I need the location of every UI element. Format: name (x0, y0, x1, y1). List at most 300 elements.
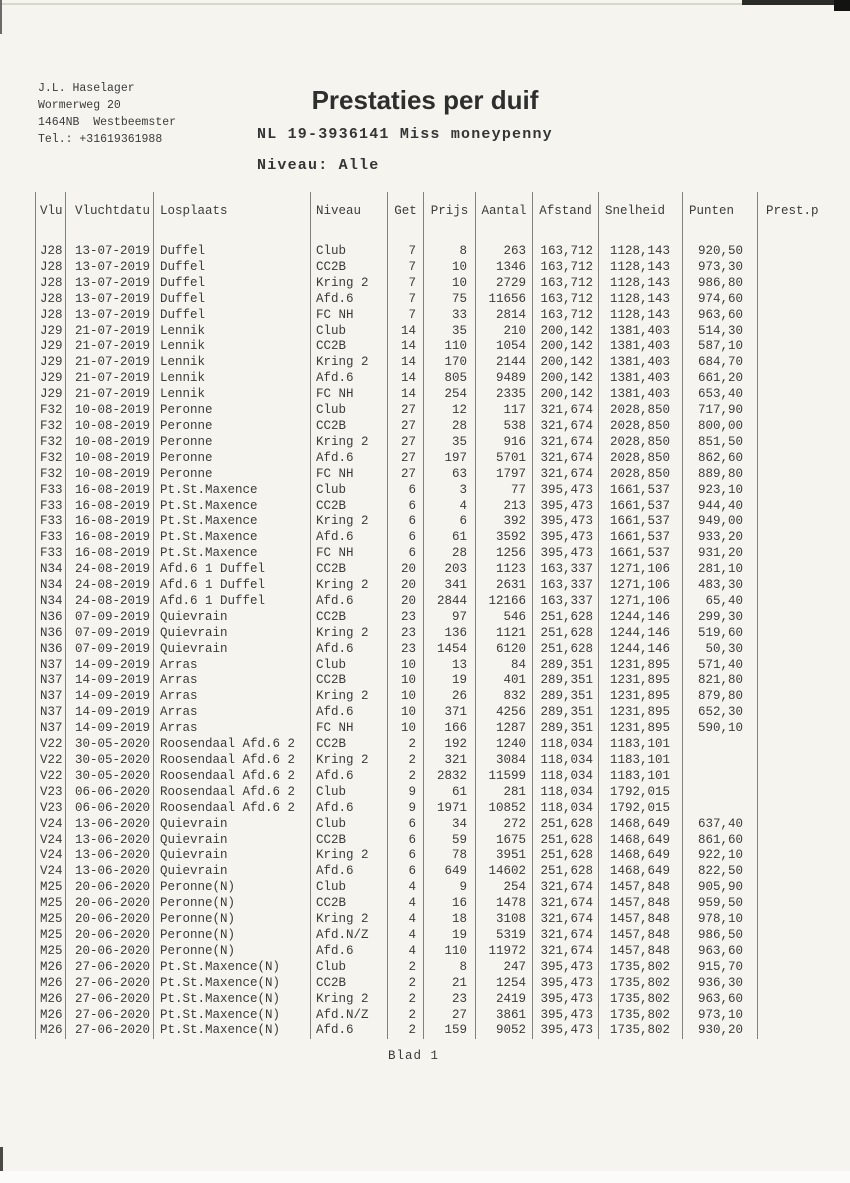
table-cell: 21-07-2019 (66, 371, 154, 387)
results-table (35, 192, 850, 1039)
table-cell (758, 308, 850, 324)
table-cell: 974,60 (683, 292, 758, 308)
table-cell: Kring 2 (311, 355, 388, 371)
table-cell: J28 (36, 260, 66, 276)
table-row (36, 848, 850, 864)
table-cell: 118,034 (533, 785, 599, 801)
table-cell: 11972 (476, 944, 533, 960)
table-cell: 889,80 (683, 467, 758, 483)
table-cell (758, 880, 850, 896)
table-cell: Peronne(N) (154, 944, 311, 960)
table-cell: 4256 (476, 705, 533, 721)
table-cell: Peronne (154, 451, 311, 467)
table-cell: 23 (388, 610, 424, 626)
table-header-row (36, 192, 850, 244)
table-cell: F32 (36, 419, 66, 435)
results-table-wrap (35, 192, 850, 1039)
table-cell: 163,712 (533, 308, 599, 324)
table-cell: 10-08-2019 (66, 419, 154, 435)
table-cell: 8 (424, 244, 476, 260)
table-row (36, 324, 850, 340)
table-cell: 1244,146 (599, 610, 683, 626)
table-cell: 203 (424, 562, 476, 578)
table-row (36, 562, 850, 578)
table-cell: 9052 (476, 1023, 533, 1039)
table-cell: 821,80 (683, 673, 758, 689)
table-cell (683, 785, 758, 801)
sender-street: Wormerweg 20 (38, 99, 121, 112)
table-cell: Pt.St.Maxence (154, 514, 311, 530)
table-cell: 14-09-2019 (66, 721, 154, 737)
table-cell: Club (311, 817, 388, 833)
table-cell: 27-06-2020 (66, 1023, 154, 1039)
table-cell: Duffel (154, 244, 311, 260)
table-cell: 1675 (476, 833, 533, 849)
table-cell: Afd.6 1 Duffel (154, 562, 311, 578)
table-cell: F32 (36, 467, 66, 483)
table-cell: 1381,403 (599, 387, 683, 403)
table-cell: M26 (36, 960, 66, 976)
table-cell: 272 (476, 817, 533, 833)
table-row (36, 928, 850, 944)
table-cell: 321,674 (533, 467, 599, 483)
table-cell: 35 (424, 324, 476, 340)
table-cell: 13-07-2019 (66, 276, 154, 292)
table-cell: 963,60 (683, 992, 758, 1008)
table-cell (758, 355, 850, 371)
table-cell (683, 801, 758, 817)
table-cell: 2028,850 (599, 467, 683, 483)
table-cell (758, 499, 850, 515)
col-header-snelheid: Snelheid (599, 192, 683, 244)
table-cell: Duffel (154, 308, 311, 324)
table-cell: 2 (388, 737, 424, 753)
table-cell: 1128,143 (599, 244, 683, 260)
table-cell (758, 737, 850, 753)
table-cell: 514,30 (683, 324, 758, 340)
col-header-punten: Punten (683, 192, 758, 244)
table-cell: 1128,143 (599, 292, 683, 308)
table-cell: 110 (424, 944, 476, 960)
table-cell: 10 (388, 721, 424, 737)
table-row (36, 419, 850, 435)
table-cell: 6 (388, 530, 424, 546)
table-cell: M25 (36, 944, 66, 960)
table-cell: 1123 (476, 562, 533, 578)
table-cell: 13-06-2020 (66, 848, 154, 864)
table-row (36, 260, 850, 276)
table-cell: 21-07-2019 (66, 355, 154, 371)
table-cell: 1231,895 (599, 658, 683, 674)
table-cell: FC NH (311, 721, 388, 737)
table-cell: 06-06-2020 (66, 785, 154, 801)
table-cell (758, 339, 850, 355)
table-cell (758, 848, 850, 864)
table-cell: Afd.6 (311, 292, 388, 308)
table-row (36, 769, 850, 785)
table-cell: 1735,802 (599, 1023, 683, 1039)
table-cell: Duffel (154, 260, 311, 276)
table-cell: Quievrain (154, 864, 311, 880)
table-cell (758, 419, 850, 435)
table-cell: 136 (424, 626, 476, 642)
scan-edge-bottom-left-tick (0, 1147, 3, 1171)
table-cell: 3951 (476, 848, 533, 864)
table-cell: 963,60 (683, 944, 758, 960)
table-cell (758, 944, 850, 960)
table-cell: 923,10 (683, 483, 758, 499)
scan-edge-left-tick (0, 0, 2, 34)
table-cell: N37 (36, 658, 66, 674)
table-cell: 3 (424, 483, 476, 499)
table-cell: Roosendaal Afd.6 2 (154, 801, 311, 817)
table-cell: 61 (424, 785, 476, 801)
table-cell: M25 (36, 896, 66, 912)
table-cell: 200,142 (533, 324, 599, 340)
table-cell: Peronne(N) (154, 912, 311, 928)
table-row (36, 673, 850, 689)
table-cell: 7 (388, 308, 424, 324)
table-cell: 1468,649 (599, 848, 683, 864)
table-cell: 251,628 (533, 626, 599, 642)
table-cell: 34 (424, 817, 476, 833)
report-title: Prestaties per duif (311, 85, 539, 115)
table-cell: 23 (388, 626, 424, 642)
table-cell: Kring 2 (311, 753, 388, 769)
table-cell: Pt.St.Maxence(N) (154, 992, 311, 1008)
table-row (36, 976, 850, 992)
table-cell: 1457,848 (599, 912, 683, 928)
table-row (36, 1008, 850, 1024)
table-cell: 2 (388, 1008, 424, 1024)
table-cell: 637,40 (683, 817, 758, 833)
table-cell: 251,628 (533, 817, 599, 833)
table-cell: 1735,802 (599, 1008, 683, 1024)
table-cell: 8 (424, 960, 476, 976)
table-cell: 110 (424, 339, 476, 355)
table-cell: Afd.6 (311, 371, 388, 387)
table-cell: 341 (424, 578, 476, 594)
table-row (36, 960, 850, 976)
table-cell: 1128,143 (599, 260, 683, 276)
table-row (36, 339, 850, 355)
table-cell: Afd.6 (311, 530, 388, 546)
table-cell: Kring 2 (311, 689, 388, 705)
table-cell: 10-08-2019 (66, 435, 154, 451)
table-row (36, 244, 850, 260)
table-cell: 6 (388, 817, 424, 833)
table-cell: 2028,850 (599, 403, 683, 419)
table-cell: 27 (388, 467, 424, 483)
table-cell: F33 (36, 530, 66, 546)
table-cell: 10-08-2019 (66, 467, 154, 483)
table-cell: 13-06-2020 (66, 864, 154, 880)
table-cell: 13-06-2020 (66, 833, 154, 849)
table-cell: 10 (388, 689, 424, 705)
table-cell: 649 (424, 864, 476, 880)
table-cell: 289,351 (533, 689, 599, 705)
table-cell: 21 (424, 976, 476, 992)
table-cell: 1661,537 (599, 499, 683, 515)
table-cell: 4 (388, 928, 424, 944)
table-cell: 200,142 (533, 339, 599, 355)
table-cell: 395,473 (533, 1023, 599, 1039)
table-cell: 5701 (476, 451, 533, 467)
table-cell: 959,50 (683, 896, 758, 912)
table-cell: 1128,143 (599, 276, 683, 292)
table-cell: 27 (388, 435, 424, 451)
table-cell: V24 (36, 864, 66, 880)
col-header-afstand: Afstand (533, 192, 599, 244)
col-header-prijs: Prijs (424, 192, 476, 244)
table-cell: N36 (36, 626, 66, 642)
table-cell: CC2B (311, 562, 388, 578)
table-row (36, 864, 850, 880)
table-cell: 2 (388, 769, 424, 785)
table-cell: 321 (424, 753, 476, 769)
table-cell: 10 (424, 260, 476, 276)
table-cell: 30-05-2020 (66, 737, 154, 753)
table-cell: 254 (476, 880, 533, 896)
table-cell: 1256 (476, 546, 533, 562)
table-row (36, 642, 850, 658)
table-cell: 27 (424, 1008, 476, 1024)
table-cell: 922,10 (683, 848, 758, 864)
table-cell: 20 (388, 578, 424, 594)
table-cell: 14 (388, 355, 424, 371)
table-cell: 14 (388, 339, 424, 355)
table-cell: Afd.6 (311, 801, 388, 817)
table-cell: 587,10 (683, 339, 758, 355)
table-cell: 21-07-2019 (66, 339, 154, 355)
table-cell: CC2B (311, 896, 388, 912)
table-row (36, 944, 850, 960)
sender-phone: Tel.: +31619361988 (38, 133, 163, 146)
table-cell: 915,70 (683, 960, 758, 976)
table-cell: 1381,403 (599, 324, 683, 340)
table-cell: 1271,106 (599, 578, 683, 594)
table-row (36, 721, 850, 737)
table-cell: 851,50 (683, 435, 758, 451)
table-cell: CC2B (311, 339, 388, 355)
table-cell: 1457,848 (599, 944, 683, 960)
table-cell: V24 (36, 848, 66, 864)
table-cell: 590,10 (683, 721, 758, 737)
table-cell: 1797 (476, 467, 533, 483)
scan-edge-top-right-corner (834, 0, 850, 11)
table-cell: 289,351 (533, 673, 599, 689)
table-cell: 11599 (476, 769, 533, 785)
table-cell (758, 928, 850, 944)
table-cell: M26 (36, 1023, 66, 1039)
table-cell: CC2B (311, 419, 388, 435)
table-cell: Afd.6 1 Duffel (154, 578, 311, 594)
table-cell: 14602 (476, 864, 533, 880)
table-cell: 9 (424, 880, 476, 896)
table-cell: 97 (424, 610, 476, 626)
table-cell: Roosendaal Afd.6 2 (154, 785, 311, 801)
table-cell: 395,473 (533, 530, 599, 546)
table-cell: 2144 (476, 355, 533, 371)
table-cell: 20-06-2020 (66, 896, 154, 912)
table-cell: 2 (388, 753, 424, 769)
table-cell: 321,674 (533, 928, 599, 944)
table-cell: 118,034 (533, 737, 599, 753)
table-row (36, 276, 850, 292)
table-cell (758, 626, 850, 642)
table-cell: 1468,649 (599, 864, 683, 880)
table-cell: 3084 (476, 753, 533, 769)
table-cell: Quievrain (154, 642, 311, 658)
col-header-aantal: Aantal (476, 192, 533, 244)
table-cell: 1121 (476, 626, 533, 642)
table-cell: F32 (36, 403, 66, 419)
table-cell: 26 (424, 689, 476, 705)
table-cell: 930,20 (683, 1023, 758, 1039)
table-cell: 12 (424, 403, 476, 419)
table-cell: 18 (424, 912, 476, 928)
table-cell: 197 (424, 451, 476, 467)
table-cell: 395,473 (533, 514, 599, 530)
table-cell (758, 324, 850, 340)
table-cell (758, 467, 850, 483)
table-cell: 20 (388, 562, 424, 578)
table-cell: 1244,146 (599, 626, 683, 642)
table-cell: Arras (154, 658, 311, 674)
table-cell: 23 (424, 992, 476, 1008)
table-cell: Lennik (154, 387, 311, 403)
table-cell: Lennik (154, 371, 311, 387)
table-cell (758, 276, 850, 292)
table-cell: Quievrain (154, 833, 311, 849)
table-cell (758, 562, 850, 578)
table-cell: Kring 2 (311, 514, 388, 530)
table-cell (758, 371, 850, 387)
table-cell: Club (311, 880, 388, 896)
table-cell: V23 (36, 785, 66, 801)
table-cell: CC2B (311, 737, 388, 753)
table-cell: 289,351 (533, 721, 599, 737)
table-cell: 371 (424, 705, 476, 721)
table-row (36, 483, 850, 499)
table-cell: 1454 (424, 642, 476, 658)
table-cell: 1346 (476, 260, 533, 276)
table-row (36, 880, 850, 896)
sender-name: J.L. Haselager (38, 82, 135, 95)
results-table-body (36, 244, 850, 1039)
table-cell: 2028,850 (599, 435, 683, 451)
table-cell: V22 (36, 753, 66, 769)
table-cell: Peronne(N) (154, 880, 311, 896)
table-cell: 661,20 (683, 371, 758, 387)
table-cell: 1661,537 (599, 514, 683, 530)
table-cell: J29 (36, 387, 66, 403)
table-cell (758, 769, 850, 785)
table-cell: CC2B (311, 499, 388, 515)
table-cell: FC NH (311, 387, 388, 403)
table-cell: Arras (154, 721, 311, 737)
table-cell: V22 (36, 769, 66, 785)
table-cell: 10 (424, 276, 476, 292)
table-cell: 7 (388, 292, 424, 308)
table-cell: 973,30 (683, 260, 758, 276)
table-cell: 3108 (476, 912, 533, 928)
table-cell: Pt.St.Maxence(N) (154, 1008, 311, 1024)
table-cell: 1183,101 (599, 769, 683, 785)
table-cell: M25 (36, 880, 66, 896)
table-cell: 986,80 (683, 276, 758, 292)
table-cell: F32 (36, 435, 66, 451)
table-cell (758, 721, 850, 737)
table-cell: 1661,537 (599, 546, 683, 562)
table-cell: Kring 2 (311, 912, 388, 928)
table-cell: 163,337 (533, 562, 599, 578)
table-cell: J29 (36, 371, 66, 387)
table-cell: 963,60 (683, 308, 758, 324)
table-cell: 4 (388, 944, 424, 960)
table-cell: 10 (388, 673, 424, 689)
table-row (36, 355, 850, 371)
table-cell: M25 (36, 912, 66, 928)
table-cell: 23 (388, 642, 424, 658)
table-cell: Quievrain (154, 817, 311, 833)
table-cell: 65,40 (683, 594, 758, 610)
col-header-get: Get (388, 192, 424, 244)
table-cell: 14-09-2019 (66, 658, 154, 674)
table-cell (758, 658, 850, 674)
col-header-prestpunten: Prest.p (758, 192, 850, 244)
table-cell (758, 403, 850, 419)
table-cell: Roosendaal Afd.6 2 (154, 769, 311, 785)
level-line: Niveau: Alle (257, 157, 380, 174)
table-cell: Pt.St.Maxence (154, 546, 311, 562)
table-cell: 24-08-2019 (66, 562, 154, 578)
table-cell: F33 (36, 499, 66, 515)
table-cell: 1183,101 (599, 753, 683, 769)
table-cell (758, 864, 850, 880)
table-cell: 805 (424, 371, 476, 387)
table-cell: Pt.St.Maxence(N) (154, 960, 311, 976)
table-cell: 395,473 (533, 483, 599, 499)
table-cell: 24-08-2019 (66, 578, 154, 594)
table-cell: 16 (424, 896, 476, 912)
table-cell: 63 (424, 467, 476, 483)
table-cell (683, 753, 758, 769)
col-header-vlu: Vlu (36, 192, 66, 244)
table-cell: 200,142 (533, 355, 599, 371)
table-cell: 1792,015 (599, 785, 683, 801)
table-cell: 289,351 (533, 658, 599, 674)
table-cell: Kring 2 (311, 992, 388, 1008)
table-cell: 1231,895 (599, 689, 683, 705)
table-cell: 717,90 (683, 403, 758, 419)
table-cell: 1240 (476, 737, 533, 753)
table-cell: 1287 (476, 721, 533, 737)
table-cell: Lennik (154, 324, 311, 340)
table-cell: 949,00 (683, 514, 758, 530)
table-cell: 4 (388, 912, 424, 928)
table-cell (758, 435, 850, 451)
table-cell: 84 (476, 658, 533, 674)
table-cell: 1735,802 (599, 976, 683, 992)
table-cell: 299,30 (683, 610, 758, 626)
table-cell: 06-06-2020 (66, 801, 154, 817)
table-cell: J28 (36, 308, 66, 324)
table-cell: 118,034 (533, 769, 599, 785)
table-cell (758, 514, 850, 530)
table-cell: Afd.6 (311, 705, 388, 721)
table-cell: Lennik (154, 355, 311, 371)
